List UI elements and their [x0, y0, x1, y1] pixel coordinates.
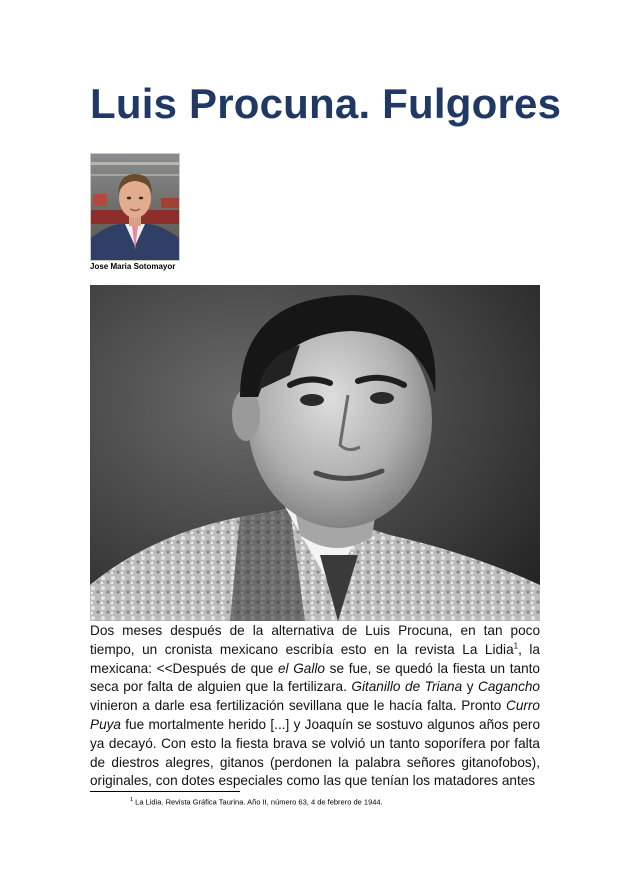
article-text-segment: , la mexicana: <<Después de que	[90, 641, 540, 676]
article-text-segment: Cagancho	[478, 679, 540, 695]
main-photo	[90, 285, 540, 621]
footnote	[130, 797, 383, 807]
article-text-segment: se fue, se quedó la fiesta un tanto seca por falta de alguien que la fertilizara.	[90, 660, 540, 695]
article-text-segment: Gitanillo de Triana	[351, 679, 463, 695]
author-portrait-image	[91, 154, 179, 260]
article-text-segment: vinieron a darle esa fertilización sevillana que le hacía falta. Pronto	[90, 698, 506, 714]
footnote-separator	[90, 791, 240, 792]
footnote-text: La Lidia. Revista Gráfica Taurina. Año II, número 63, 4 de febrero de 1944.	[133, 797, 383, 807]
author-caption: Jose Maria Sotomayor	[90, 262, 176, 271]
footnote-reference: 1	[513, 641, 519, 651]
article-text-segment: el Gallo	[277, 660, 325, 676]
article-text-segment: Curro Puya	[90, 698, 540, 732]
bullfighter-portrait-image	[90, 285, 540, 621]
page-title: Luis Procuna. Fulgores	[90, 80, 562, 127]
article-body	[90, 622, 540, 791]
article-text-segment: y	[462, 679, 479, 695]
footnote-marker: 1	[130, 797, 134, 803]
author-photo	[90, 153, 180, 261]
article-text-segment: fue mortalmente herido [...] y Joaquín se sostuvo algunos años pero ya decayó. Con esto la fiesta brava se volvió un tanto soporífera por falta de diestros alegres, gitanos (perdonen la palabra señores gitanofobos), originales, con dotes especiales como las que tenían los matadores antes	[90, 716, 540, 789]
article-text-segment: Dos meses después de la alternativa de Luis Procuna, en tan poco tiempo, un cronista mexicano escribía esto en la revista La Lidia	[90, 623, 540, 657]
